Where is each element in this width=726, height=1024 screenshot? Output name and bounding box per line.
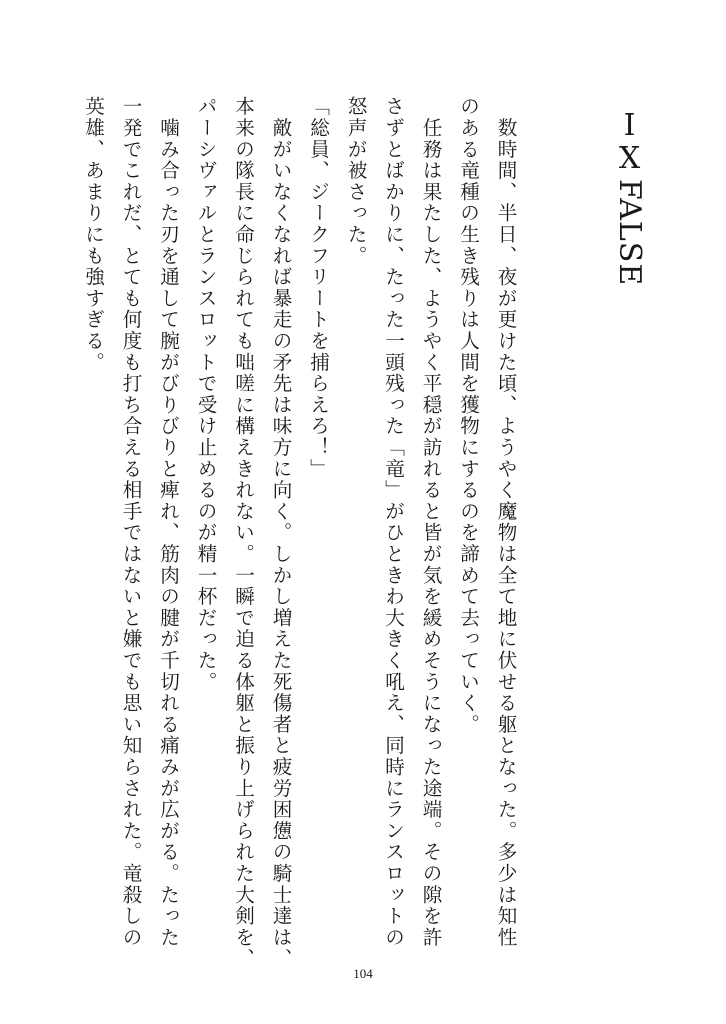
text-line: 怒声が被さった。 [344, 96, 367, 267]
text-line: 噛み合った刃を通して腕がびりびりと痺れ、筋肉の腱が千切れる痛みが広がる。たった [156, 96, 180, 948]
text-line: のある竜種の生き残りは人間を獲物にするのを諦めて去っていく。 [456, 96, 480, 735]
page-number: 104 [353, 966, 373, 981]
text-line: 「総員、ジークフリートを捕らえろ！」 [306, 96, 330, 480]
chapter-heading [566, 108, 650, 308]
text-line: 敵がいなくなれば暴走の矛先は味方に向く。しかし増えた死傷者と疲労困憊の騎士達は、 [269, 96, 292, 970]
text-line: 任務は果たした、ようやく平穏が訪れると皆が気を緩めそうになった途端。その隙を許 [419, 96, 442, 948]
text-line: 一発でこれだ、とても何度も打ち合える相手ではないと嫌でも思い知らされた。竜殺しの [119, 96, 142, 948]
text-line: 数時間、半日、夜が更けた頃、ようやく魔物は全て地に伏せる躯となった。多少は知性 [494, 96, 517, 948]
text-line: 英雄、あまりにも強すぎる。 [81, 96, 105, 373]
chapter-number: IX [612, 108, 647, 174]
body-text [74, 96, 524, 970]
text-line: 本来の隊長に命じられても咄嗟に構えきれない。一瞬で迫る体躯と振り上げられた大剣を、 [231, 96, 255, 970]
chapter-title: FALSE [612, 179, 647, 287]
text-line: パーシヴァルとランスロットで受け止めるのが精一杯だった。 [194, 96, 217, 693]
text-line: さずとばかりに、たった一頭残った「竜」がひときわ大きく吼え、同時にランスロットの [381, 96, 405, 948]
